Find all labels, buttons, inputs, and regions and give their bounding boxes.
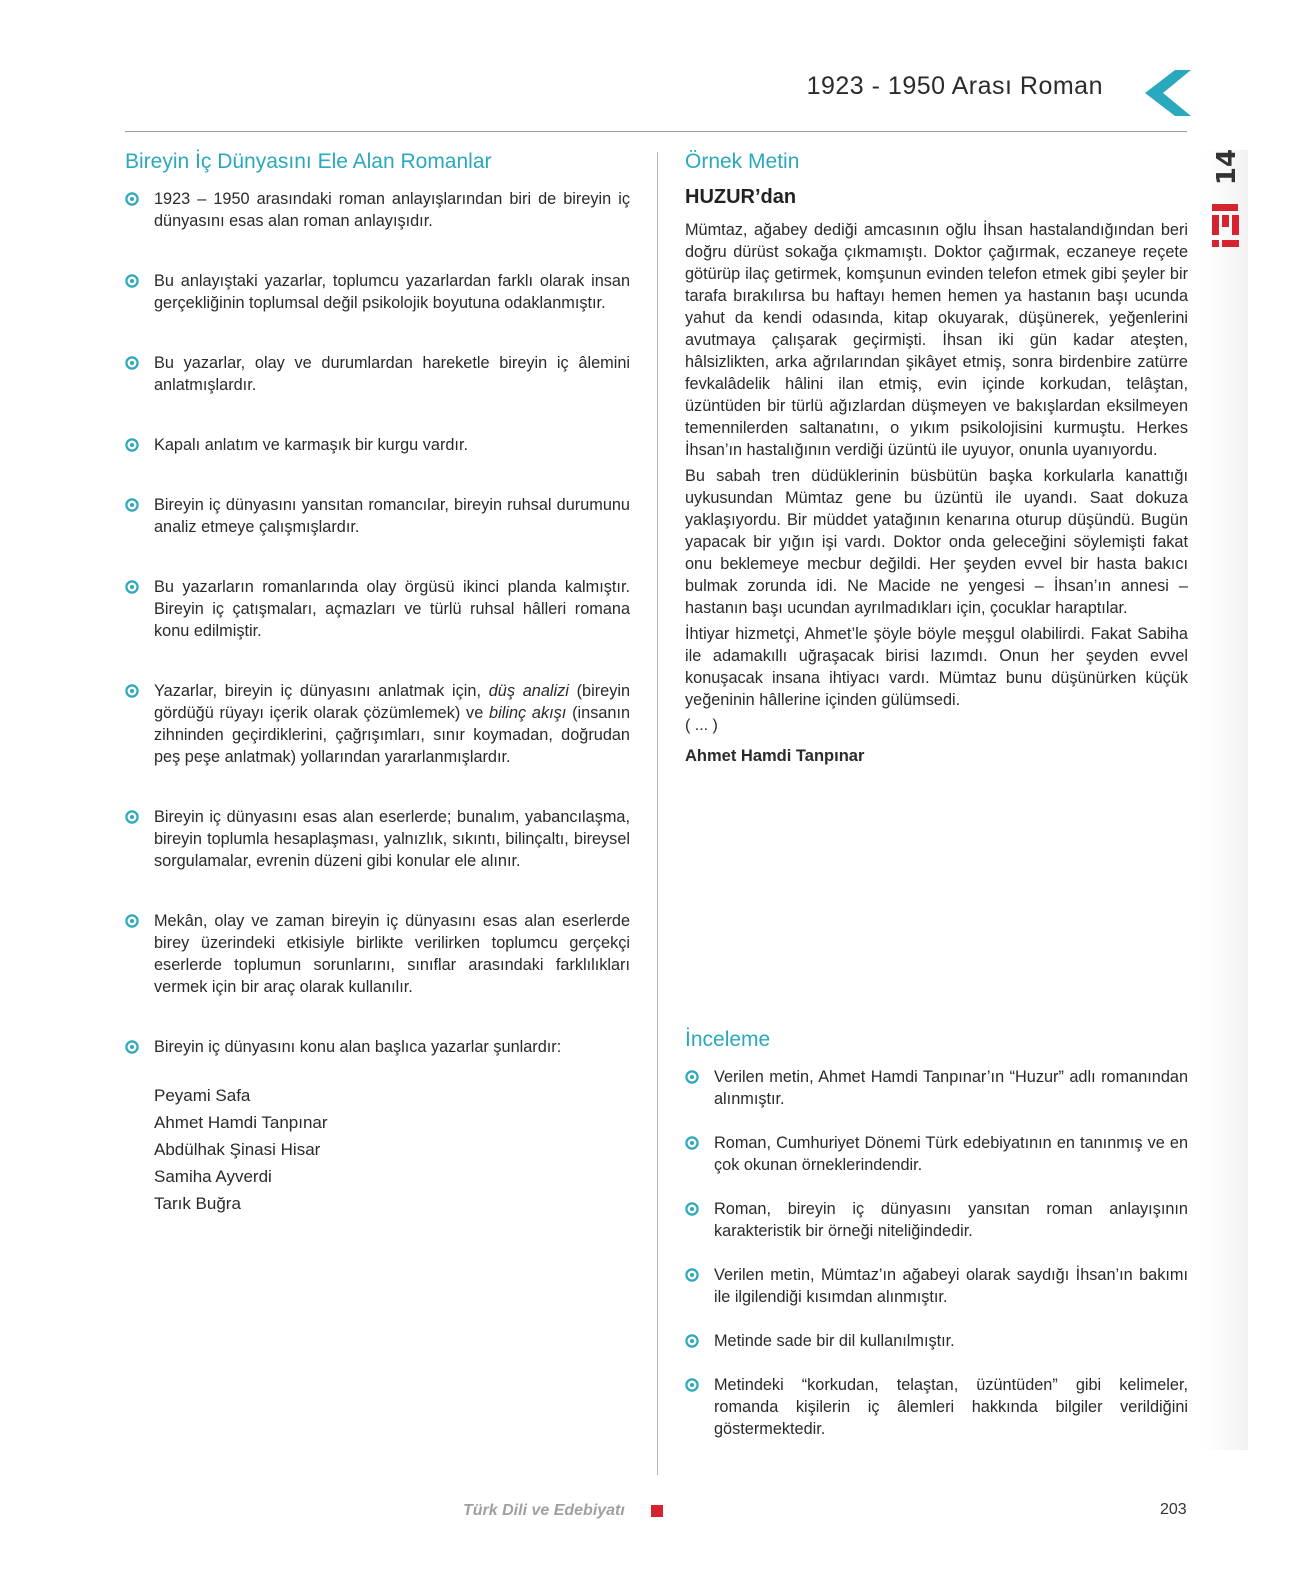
author-name: Samiha Ayverdi xyxy=(154,1167,272,1186)
page-header-title: 1923 - 1950 Arası Roman xyxy=(806,72,1103,100)
right-column xyxy=(685,150,1188,766)
list-item: Yazarlar, bireyin iç dünyasını anlatmak için, düş analizi (bireyin gördüğü rüyayı içerik olarak çözümlemek) ve bilinç akışı (insanın zihninden geçirdiklerini, çağrışımları, sınır koymadan, doğrudan peş peşe anlatmak) yollarından yararlanmışlardır. xyxy=(125,680,630,768)
author-name: Peyami Safa xyxy=(154,1086,251,1105)
analysis-list xyxy=(685,1066,1188,1462)
header-divider xyxy=(125,131,1187,132)
list-item: Verilen metin, Mümtaz’ın ağabeyi olarak saydığı İhsan’ın bakımı ile ilgilendiği kısımdan alınmıştır. xyxy=(685,1264,1188,1308)
list-item: Bu yazarlar, olay ve durumlardan hareketle bireyin iç âlemini anlatmışlardır. xyxy=(125,352,630,396)
list-item: Bireyin iç dünyasını konu alan başlıca yazarlar şunlardır: xyxy=(125,1036,630,1058)
target-bullet-icon xyxy=(685,1378,699,1392)
left-section-title: Bireyin İç Dünyasını Ele Alan Romanlar xyxy=(125,150,492,173)
paragraph: Mümtaz, ağabey dediği amcasının oğlu İhsan hastalandığından beri doğru dürüst sokağa çıkmamıştı. Doktor çağırmak, eczaneye reçete götürüp ilaç getirmek, komşunun evinden telefon etmek gibi şeyler bir tarafa bırakılırsa bu haftayı hemen hemen ya hastanın başı ucunda yahut da kendi odasında, kitap okuyarak, düşünerek, yeğenlerini avutmaya çalışarak geçirmişti. İhsan iki gün kadar ateşten, hâlsizlikten, arka ağrılarından şikâyet etmiş, sonra birdenbire zatürre fevkalâdelik hâlini ilan etmiş, evin içinde korkudan, telâştan, üzüntüden bir türlü ağızlardan düşmeyen ve bakışlardan eksilmeyen temennilerden saltanatını, o yıkım psikolojisini kurmuştu. Herkes İhsan’ın hastalığının verdiği üzüntü ile uyuyor, onunla uyanıyordu. xyxy=(685,221,1188,459)
side-strip xyxy=(1204,150,1248,1450)
target-bullet-icon xyxy=(125,684,139,698)
term-dream-analysis: düş analizi xyxy=(488,682,569,700)
target-bullet-icon xyxy=(125,498,139,512)
footer-square-icon xyxy=(651,1505,663,1517)
list-item: Kapalı anlatım ve karmaşık bir kurgu vardır. xyxy=(125,434,630,456)
list-item: Roman, bireyin iç dünyasını yansıtan roman anlayışının karakteristik bir örneği niteliğindedir. xyxy=(685,1198,1188,1242)
column-divider xyxy=(657,152,658,1475)
target-bullet-icon xyxy=(685,1070,699,1084)
target-bullet-icon xyxy=(685,1202,699,1216)
term-stream-of-consciousness: bilinç akışı xyxy=(489,704,567,722)
publisher-logo-icon xyxy=(1208,150,1244,260)
list-item: Roman, Cumhuriyet Dönemi Türk edebiyatının en tanınmış ve en çok okunan örneklerindendir. xyxy=(685,1132,1188,1176)
sample-author: Ahmet Hamdi Tanpınar xyxy=(685,747,865,765)
side-tab-number: 14 xyxy=(1212,148,1242,186)
page-number: 203 xyxy=(1160,1501,1187,1518)
paragraph: Bu sabah tren düdüklerinin büsbütün başka korkularla kanattığı uykusundan Mümtaz gene bu üzüntü ile uyandı. Saat dokuza yaklaşıyordu. Bir müddet yatağının kenarına oturup düşündü. Bugün yapacak bir yığın işi vardı. Doktor onda geleceğini söylemişti fakat onu beklemeye mecbur değildi. Her şeyden evvel bir hasta bakıcı bulmak zorunda idi. Ne Macide ne yengesi – İhsan’ın annesi – hastanın başı ucundan ayrılmadıkları için, çocuklar haraptılar. xyxy=(685,467,1188,617)
footer-book-title: Türk Dili ve Edebiyatı xyxy=(463,1502,625,1519)
chevron-left-icon xyxy=(1145,70,1191,116)
list-item: Bireyin iç dünyasını esas alan eserlerde; bunalım, yabancılaşma, bireyin toplumla hesaplaşması, yalnızlık, sıkıntı, bilinçaltı, bireysel sorgulamalar, evrenin düzeni gibi konular ele alınır. xyxy=(125,806,630,872)
author-name: Tarık Buğra xyxy=(154,1194,241,1213)
list-item: Verilen metin, Ahmet Hamdi Tanpınar’ın “Huzur” adlı romanından alınmıştır. xyxy=(685,1066,1188,1110)
target-bullet-icon xyxy=(125,438,139,452)
sample-text-subtitle: HUZUR’dan xyxy=(685,186,797,208)
list-item: Bu yazarların romanlarında olay örgüsü ikinci planda kalmıştır. Bireyin iç çatışmaları, açmazları ve türlü ruhsal hâlleri romana konu edilmiştir. xyxy=(125,576,630,642)
target-bullet-icon xyxy=(125,274,139,288)
ellipsis: ( ... ) xyxy=(685,717,718,734)
list-item: 1923 – 1950 arasındaki roman anlayışlarından biri de bireyin iç dünyasını esas alan roman anlayışıdır. xyxy=(125,188,630,232)
list-item: Metindeki “korkudan, telaştan, üzüntüden” gibi kelimeler, romanda kişilerin iç âlemleri hakkında bilgiler verildiğini göstermektedir. xyxy=(685,1374,1188,1440)
author-list xyxy=(125,1086,630,1214)
target-bullet-icon xyxy=(685,1334,699,1348)
target-bullet-icon xyxy=(125,914,139,928)
target-bullet-icon xyxy=(685,1136,699,1150)
target-bullet-icon xyxy=(685,1268,699,1282)
sample-text-title: Örnek Metin xyxy=(685,150,800,173)
target-bullet-icon xyxy=(125,580,139,594)
target-bullet-icon xyxy=(125,192,139,206)
list-item: Bu anlayıştaki yazarlar, toplumcu yazarlardan farklı olarak insan gerçekliğinin toplumsal değil psikolojik boyutuna odaklanmıştır. xyxy=(125,270,630,314)
target-bullet-icon xyxy=(125,810,139,824)
left-column xyxy=(125,150,630,1221)
target-bullet-icon xyxy=(125,1040,139,1054)
list-item: Bireyin iç dünyasını yansıtan romancılar, bireyin ruhsal durumunu analiz etmeye çalışmışlardır. xyxy=(125,494,630,538)
target-bullet-icon xyxy=(125,356,139,370)
author-name: Ahmet Hamdi Tanpınar xyxy=(154,1113,328,1132)
list-item: Metinde sade bir dil kullanılmıştır. xyxy=(685,1330,1188,1352)
author-name: Abdülhak Şinasi Hisar xyxy=(154,1140,321,1159)
list-item: Mekân, olay ve zaman bireyin iç dünyasını esas alan eserlerde birey üzerindeki etkisiyle birlikte verilirken toplumcu gerçekçi eserlerde toplumun sorunlarını, sınıflar arasındaki farklılıkları vermek için bir araç olarak kullanılır. xyxy=(125,910,630,998)
analysis-title: İnceleme xyxy=(685,1028,771,1051)
paragraph: İhtiyar hizmetçi, Ahmet’le şöyle böyle meşgul olabilirdi. Fakat Sabiha ile adamakıllı uğraşacak birisi lazımdı. Onun her şeyden evvel konuşacak insana ihtiyacı vardı. Mümtaz bunu düşünürken küçük yeğeninin hâllerine içinden gülümsedi. xyxy=(685,625,1188,709)
